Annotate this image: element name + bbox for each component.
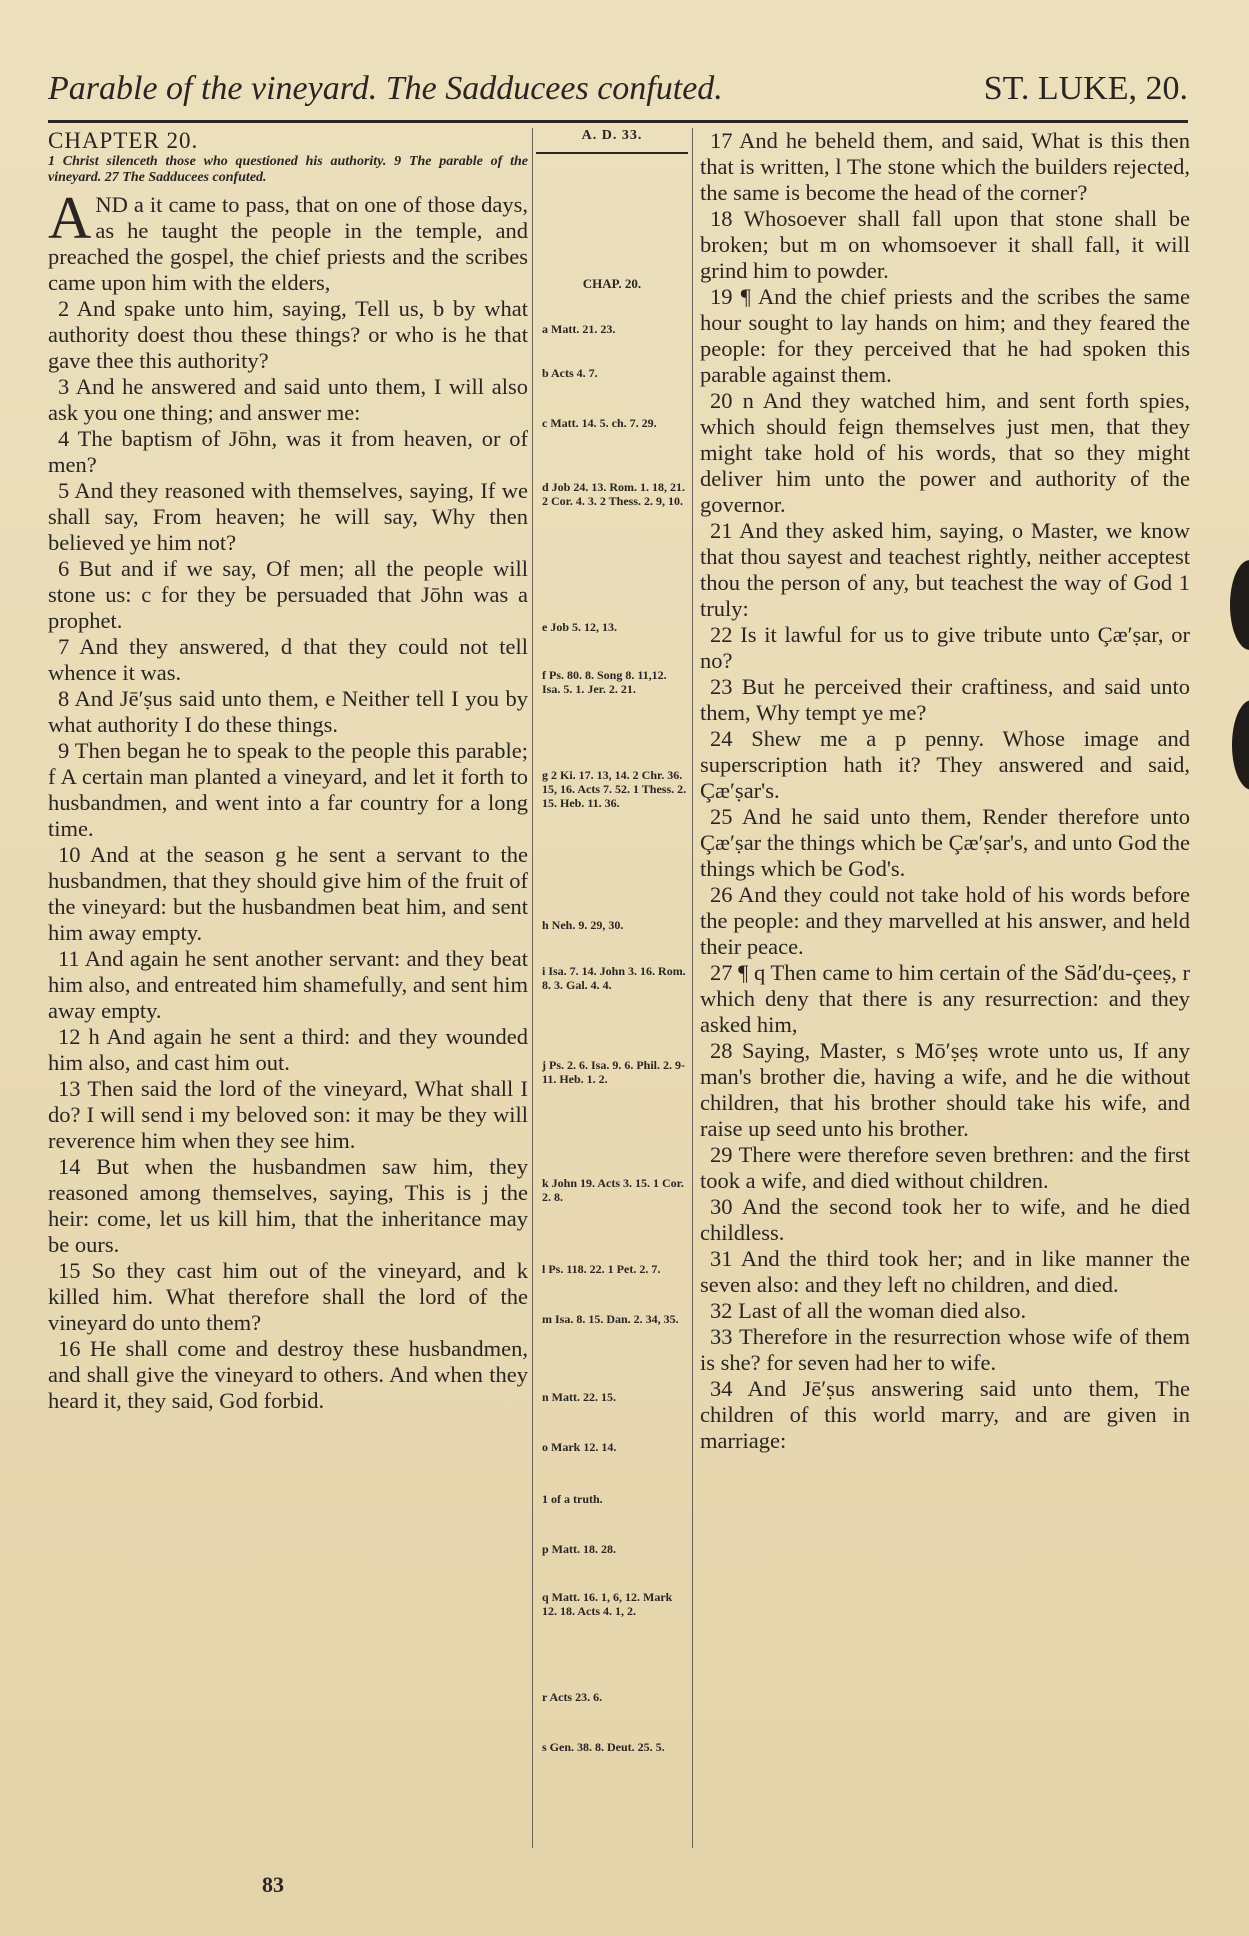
chapter-title: CHAPTER 20. xyxy=(48,128,199,153)
verse: 9 Then began he to speak to the people this parable; f A certain man planted a vineyard, and let it forth to husbandmen, and went into a far country for a long time. xyxy=(48,738,528,841)
verse: 26 And they could not take hold of his words before the people: and they marvelled at his answer, and held their peace. xyxy=(700,882,1190,959)
verse: 29 There were therefore seven brethren: and the first took a wife, and died without children. xyxy=(700,1142,1190,1193)
cross-reference: r Acts 23. 6. xyxy=(542,1690,603,1704)
cross-reference: m Isa. 8. 15. Dan. 2. 34, 35. xyxy=(542,1312,679,1326)
cross-reference: e Job 5. 12, 13. xyxy=(542,620,617,634)
verse: 20 n And they watched him, and sent forth spies, which should feign themselves just men, that they might take hold of his words, that so they might deliver him unto the power and authority of the governor. xyxy=(700,388,1190,517)
running-header xyxy=(48,70,1188,120)
header-left-title: Parable of the vineyard. The Sadducees confuted. xyxy=(48,70,723,107)
verse: 27 ¶ q Then came to him certain of the Săd′du-çeeṣ, r which deny that there is any resurrection: and they asked him, xyxy=(700,960,1190,1037)
verse: 30 And the second took her to wife, and he died childless. xyxy=(700,1194,1190,1245)
verse: 7 And they answered, d that they could not tell whence it was. xyxy=(48,634,528,685)
verse: 10 And at the season g he sent a servant to the husbandmen, that they should give him of the fruit of the vineyard: but the husbandmen beat him, and sent him away empty. xyxy=(48,842,528,945)
verse: 4 The baptism of Jōhn, was it from heaven, or of men? xyxy=(48,426,528,477)
verse: 14 But when the husbandmen saw him, they reasoned among themselves, saying, This is j the heir: come, let us kill him, that the inheritance may be ours. xyxy=(48,1154,528,1257)
verse: 19 ¶ And the chief priests and the scribes the same hour sought to lay hands on him; and they feared the people: for they perceived that he had spoken this parable against them. xyxy=(700,284,1190,387)
verse: 12 h And again he sent a third: and they wounded him also, and cast him out. xyxy=(48,1024,528,1075)
verse-1 xyxy=(48,185,528,296)
verse: 25 And he said unto them, Render therefore unto Çæ′ṣar the things which be Çæ′ṣar's, and unto God the things which be God's. xyxy=(700,804,1190,881)
verse: 32 Last of all the woman died also. xyxy=(710,1298,1027,1323)
cross-reference: d Job 24. 13. Rom. 1. 18, 21. 2 Cor. 4. 3. 2 Thess. 2. 9, 10. xyxy=(542,480,686,508)
cross-reference: i Isa. 7. 14. John 3. 16. Rom. 8. 3. Gal. 4. 4. xyxy=(542,964,686,992)
verse: 24 Shew me a p penny. Whose image and superscription hath it? They answered and said, Çæ′ṣar's. xyxy=(700,726,1190,803)
cross-reference: a Matt. 21. 23. xyxy=(542,322,616,336)
header-rule xyxy=(48,120,1188,123)
thumb-index-tab xyxy=(1232,700,1249,790)
verse: 28 Saying, Master, s Mō′ṣeṣ wrote unto us, If any man's brother die, having a wife, and he die without children, that his brother should take his wife, and raise up seed unto his brother. xyxy=(700,1038,1190,1141)
verse: 11 And again he sent another servant: and they beat him also, and entreated him shamefully, and sent him away empty. xyxy=(48,946,528,1023)
verse: 18 Whosoever shall fall upon that stone shall be broken; but m on whomsoever it shall fall, it will grind him to powder. xyxy=(700,206,1190,283)
cross-reference: k John 19. Acts 3. 15. 1 Cor. 2. 8. xyxy=(542,1176,684,1204)
verse: 22 Is it lawful for us to give tribute unto Çæ′ṣar, or no? xyxy=(700,622,1190,673)
left-column xyxy=(48,128,528,1414)
thumb-index-tab xyxy=(1230,560,1249,650)
margin-year: A. D. 33. xyxy=(536,128,688,154)
verse-1-text: ND a it came to pass, that on one of those days, as he taught the people in the temple, and preached the gospel, the chief priests and the scribes came upon him with the elders, xyxy=(48,192,528,295)
cross-reference: q Matt. 16. 1, 6, 12. Mark 12. 18. Acts 4. 1, 2. xyxy=(542,1590,673,1618)
verse: 17 And he beheld them, and said, What is this then that is written, l The stone which the builders rejected, the same is become the head of the corner? xyxy=(700,128,1190,205)
verse: 34 And Jē′ṣus answering said unto them, The children of this world marry, and are given in marriage: xyxy=(700,1376,1190,1453)
cross-reference: 1 of a truth. xyxy=(542,1492,603,1506)
cross-reference: h Neh. 9. 29, 30. xyxy=(542,918,624,932)
verse: 15 So they cast him out of the vineyard, and k killed him. What therefore shall the lord of the vineyard do unto them? xyxy=(48,1258,528,1335)
verse: 16 He shall come and destroy these husbandmen, and shall give the vineyard to others. And when they heard it, they said, God forbid. xyxy=(48,1336,528,1413)
verse: 21 And they asked him, saying, o Master, we know that thou sayest and teachest rightly, neither acceptest thou the person of any, but teachest the way of God 1 truly: xyxy=(700,518,1190,621)
verse: 23 But he perceived their craftiness, and said unto them, Why tempt ye me? xyxy=(700,674,1190,725)
right-column xyxy=(700,128,1190,1454)
cross-reference: g 2 Ki. 17. 13, 14. 2 Chr. 36. 15, 16. Acts 7. 52. 1 Thess. 2. 15. Heb. 11. 36. xyxy=(542,768,687,810)
center-margin xyxy=(536,128,688,1754)
cross-reference: l Ps. 118. 22. 1 Pet. 2. 7. xyxy=(542,1262,661,1276)
cross-reference: n Matt. 22. 15. xyxy=(542,1390,616,1404)
cross-reference: o Mark 12. 14. xyxy=(542,1440,617,1454)
verse: 8 And Jē′ṣus said unto them, e Neither tell I you by what authority I do these things. xyxy=(48,686,528,737)
verse: 6 But and if we say, Of men; all the people will stone us: c for they be persuaded that Jōhn was a prophet. xyxy=(48,556,528,633)
cross-reference: f Ps. 80. 8. Song 8. 11,12. Isa. 5. 1. Jer. 2. 21. xyxy=(542,668,667,696)
cross-reference: p Matt. 18. 28. xyxy=(542,1542,616,1556)
chapter-summary: 1 Christ silenceth those who questioned his authority. 9 The parable of the vineyard. 27 The Sadducees confuted. xyxy=(48,154,528,185)
margin-chapter: CHAP. 20. xyxy=(582,276,642,291)
verse: 33 Therefore in the resurrection whose wife of them is she? for seven had her to wife. xyxy=(700,1324,1190,1375)
page-number: 83 xyxy=(262,1872,284,1897)
cross-reference: s Gen. 38. 8. Deut. 25. 5. xyxy=(542,1740,665,1754)
verse: 5 And they reasoned with themselves, saying, If we shall say, From heaven; he will say, Why then believed ye him not? xyxy=(48,478,528,555)
verse: 2 And spake unto him, saying, Tell us, b by what authority doest thou these things? or who is he that gave thee this authority? xyxy=(48,296,528,373)
cross-reference: c Matt. 14. 5. ch. 7. 29. xyxy=(542,416,657,430)
column-divider-right xyxy=(692,128,693,1848)
cross-reference: j Ps. 2. 6. Isa. 9. 6. Phil. 2. 9-11. Heb. 1. 2. xyxy=(542,1058,686,1086)
header-book-chapter: ST. LUKE, 20. xyxy=(983,70,1188,107)
drop-cap: A xyxy=(48,185,92,251)
cross-reference: b Acts 4. 7. xyxy=(542,366,598,380)
verse: 13 Then said the lord of the vineyard, What shall I do? I will send i my beloved son: it may be they will reverence him when they see him. xyxy=(48,1076,528,1153)
verse: 3 And he answered and said unto them, I will also ask you one thing; and answer me: xyxy=(48,374,528,425)
verse: 31 And the third took her; and in like manner the seven also: and they left no children, and died. xyxy=(700,1246,1190,1297)
column-divider-left xyxy=(532,128,533,1848)
